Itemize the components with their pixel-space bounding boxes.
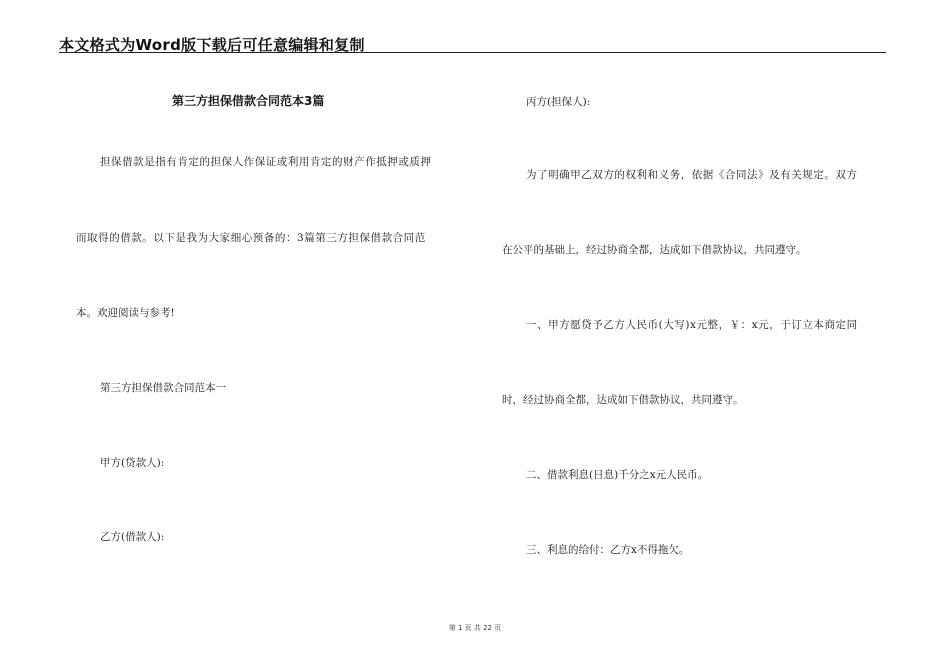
left-paragraph-5: 甲方(贷款人): bbox=[100, 457, 165, 469]
left-paragraph-1: 担保借款是指有肯定的担保人作保证或利用肯定的财产作抵押或质押 bbox=[100, 156, 432, 168]
right-paragraph-5: 时，经过协商全都，达成如下借款协议，共同遵守。 bbox=[502, 394, 744, 406]
page-header-title: 本文格式为Word版下载后可任意编辑和复制 bbox=[59, 36, 365, 54]
page-number-footer: 第 1 页 共 22 页 bbox=[448, 624, 502, 632]
right-paragraph-4: 一、甲方愿贷予乙方人民币(大写)x元整，￥：x元，于订立本商定同 bbox=[526, 319, 858, 331]
right-paragraph-6: 二、借款利息(日息)千分之x元人民币。 bbox=[526, 469, 709, 481]
right-paragraph-3: 在公平的基础上，经过协商全都，达成如下借款协议，共同遵守。 bbox=[502, 244, 807, 256]
left-paragraph-2: 而取得的借款。以下是我为大家细心预备的：3篇第三方担保借款合同范 bbox=[76, 232, 426, 244]
left-paragraph-3: 本。欢迎阅读与参考! bbox=[76, 307, 175, 319]
right-paragraph-7: 三、利息的给付：乙方x不得拖欠。 bbox=[526, 544, 690, 556]
left-paragraph-4: 第三方担保借款合同范本一 bbox=[100, 382, 226, 394]
left-paragraph-6: 乙方(借款人): bbox=[100, 531, 165, 543]
document-title: 第三方担保借款合同范本3篇 bbox=[172, 94, 325, 108]
right-paragraph-1: 丙方(担保人): bbox=[526, 96, 591, 108]
header-divider bbox=[59, 52, 886, 53]
right-paragraph-2: 为了明确甲乙双方的权利和义务，依据《合同法》及有关规定。双方 bbox=[526, 169, 858, 181]
